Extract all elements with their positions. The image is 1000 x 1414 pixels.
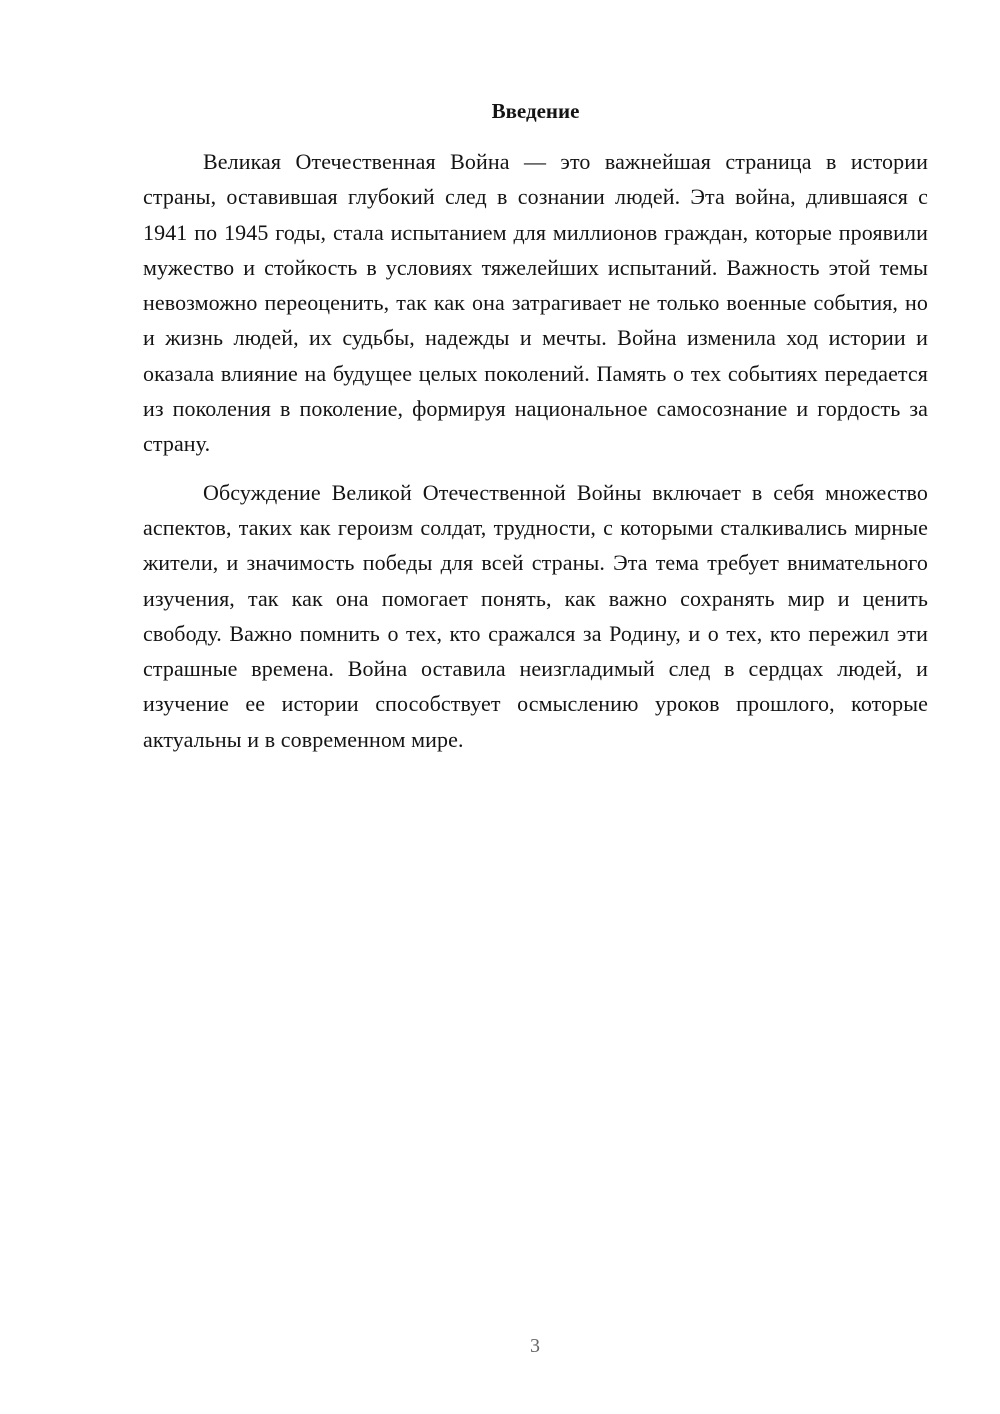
paragraph-1: Великая Отечественная Война — это важнейшая страница в истории страны, оставившая глубокий след в сознании людей. Эта война, длившаяся с 1941 по 1945 годы, стала испытанием для миллионов граждан, которые проявили мужество и стойкость в условиях тяжелейших испытаний. Важность этой темы невозможно переоценить, так как она затрагивает не только военные события, но и жизнь людей, их судьбы, надежды и мечты. Война изменила ход истории и оказала влияние на будущее целых поколений. Память о тех событиях передается из поколения в поколение, формируя национальное самосознание и гордость за страну. [143,149,928,457]
page-number: 3 [530,1335,540,1357]
section-heading: Введение [491,99,580,123]
body-text [143,144,928,757]
paragraph-2: Обсуждение Великой Отечественной Войны включает в себя множество аспектов, таких как героизм солдат, трудности, с которыми сталкивались мирные жители, и значимость победы для всей страны. Эта тема требует внимательного изучения, так как она помогает понять, как важно сохранять мир и ценить свободу. Важно помнить о тех, кто сражался за Родину, и о тех, кто пережил эти страшные времена. Война оставила неизгладимый след в сердцах людей, и изучение ее истории способствует осмыслению уроков прошлого, которые актуальны и в современном мире. [143,479,928,752]
